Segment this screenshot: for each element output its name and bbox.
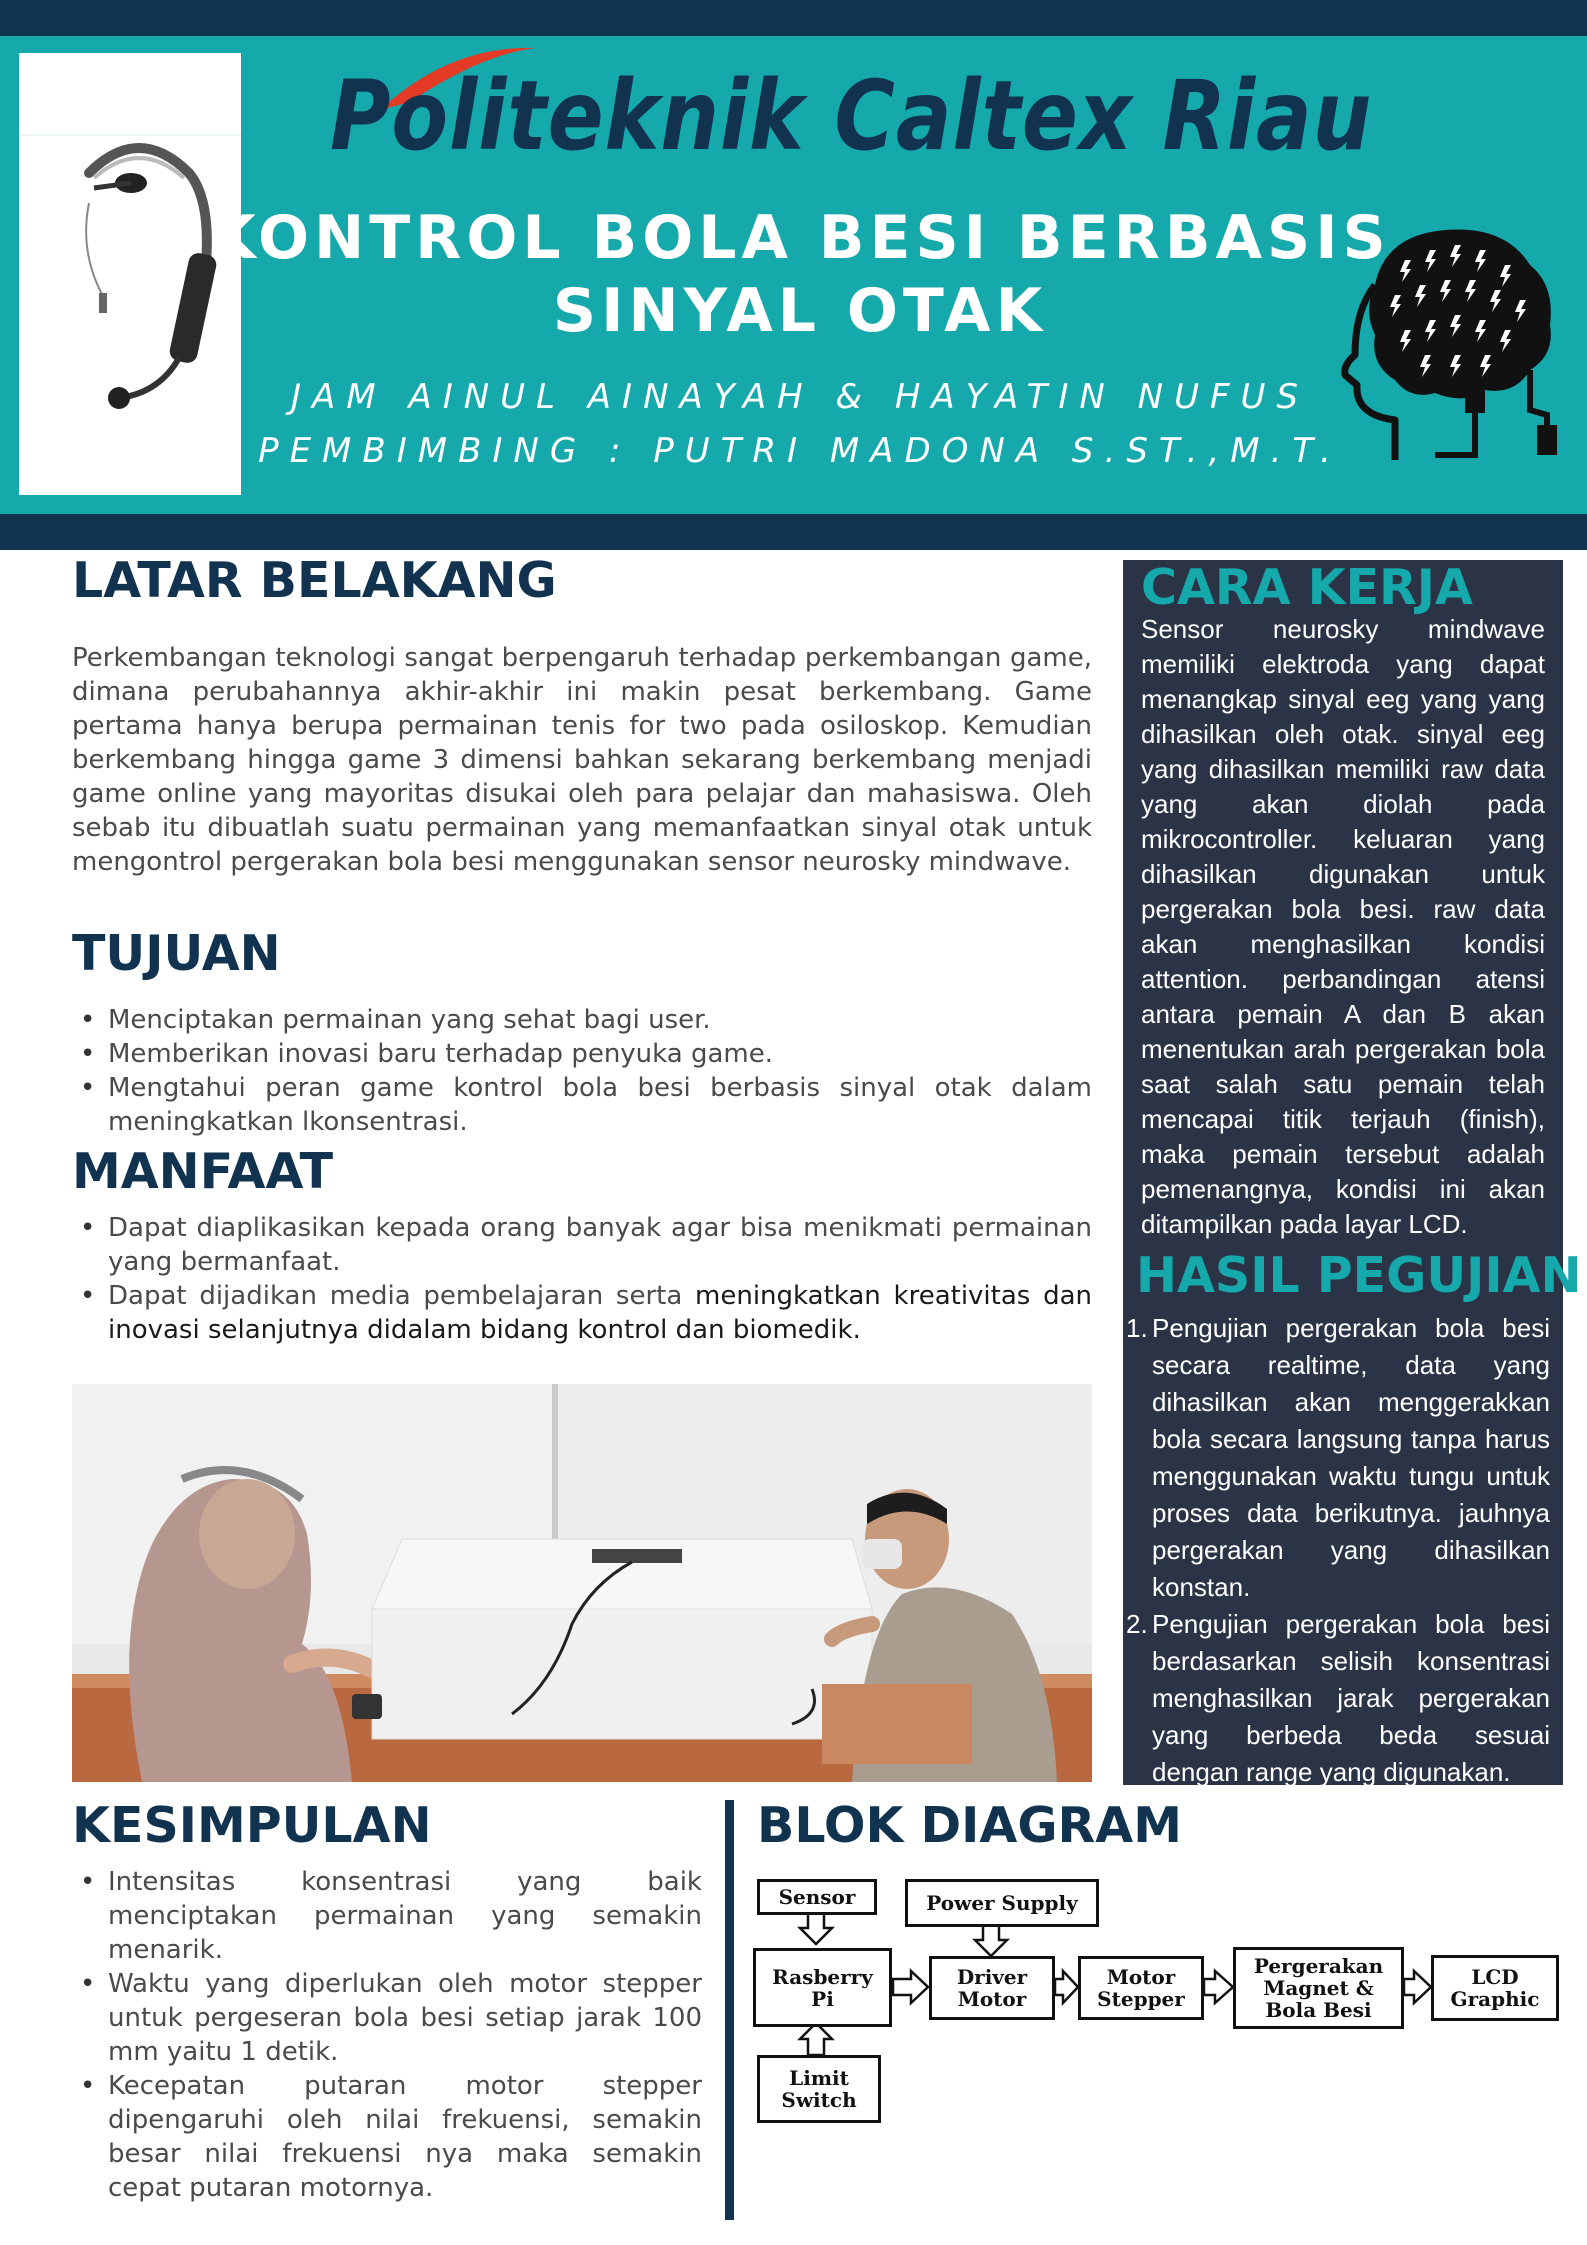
- demo-photo: [72, 1384, 1092, 1782]
- list-text: Pengujian pergerakan bola besi berdasarkan selisih konsentrasi menghasilkan jarak pergerakan yang berbeda beda sesuai dengan range yang digunakan.: [1152, 1609, 1550, 1787]
- list-text: Pengujian pergerakan bola besi secara realtime, data yang dihasilkan akan menggerakkan bola secara langsung tanpa harus menggunakan waktu tungu untuk proses data berikutnya. jauhnya pergerakan yang dihasilkan konstan.: [1152, 1313, 1550, 1602]
- diagram-box-driver-motor: [929, 1956, 1055, 2020]
- list-item: • Waktu yang diperlukan oleh motor stepper untuk pergeseran bola besi setiap jarak 100 mm yaitu 1 detik.: [72, 1967, 702, 2069]
- poster-title-line2: SINYAL OTAK: [552, 276, 1048, 346]
- list-item: • Menciptakan permainan yang sehat bagi user.: [72, 1003, 1092, 1037]
- diagram-label: Limit: [789, 2066, 849, 2090]
- diagram-label: Motor: [957, 1987, 1027, 2011]
- tujuan-list: [72, 1003, 1092, 1139]
- section-divider: [725, 1800, 734, 2220]
- diagram-box-motor-stepper: [1078, 1956, 1204, 2020]
- heading-tujuan: TUJUAN: [72, 925, 281, 982]
- list-item: • Kecepatan putaran motor stepper dipengaruhi oleh nilai frekuensi, semakin besar nilai frekuensi nya maka semakin cepat putaran motornya.: [72, 2069, 702, 2205]
- diagram-box-limit-switch: [757, 2055, 881, 2123]
- diagram-label: LCD: [1471, 1965, 1519, 1989]
- cara-kerja-text: Sensor neurosky mindwave memiliki elektroda yang dapat menangkap sinyal eeg yang yang dihasilkan oleh otak. sinyal eeg yang dihasilkan memiliki raw data yang akan diolah pada mikrocontroller. keluaran yang dihasilkan digunakan untuk pergerakan bola besi. raw data akan menghasilkan kondisi attention. perbandingan atensi antara pemain A dan B akan menentukan arah pergerakan bola saat salah satu pemain telah mencapai titik terjauh (finish), maka pemain tersebut adalah pemenangnya, kondisi ini akan ditampilkan pada layar LCD.: [1141, 614, 1545, 1239]
- diagram-label: Pi: [811, 1986, 834, 2011]
- diagram-label: Sensor: [778, 1885, 856, 1909]
- heading-latar-belakang: LATAR BELAKANG: [72, 552, 557, 609]
- hasil-list: [1126, 1310, 1550, 1791]
- latar-belakang-text: Perkembangan teknologi sangat berpengaruh terhadap perkembangan game, dimana perubahannya akhir-akhir ini makin pesat berkembang. Game pertama hanya berupa permainan tenis for two pada osiloskop. Kemudian berkembang hingga game 3 dimensi bahkan sekarang berkembang menjadi game online yang mayoritas disukai oleh para pelajar dan mahasiswa. Oleh sebab itu dibuatlah suatu permainan yang memanfaatkan sinyal otak untuk mengontrol pergerakan bola besi menggunakan sensor neurosky mindwave.: [72, 643, 1092, 877]
- diagram-box-sensor: [757, 1879, 877, 1915]
- heading-hasil-pengujian: HASIL PEGUJIAN: [1136, 1247, 1582, 1304]
- diagram-box-pergerakan-magnet: [1233, 1947, 1404, 2029]
- list-number: 2.: [1126, 1609, 1148, 1639]
- heading-blok-diagram: BLOK DIAGRAM: [757, 1797, 1182, 1854]
- diagram-label: Pergerakan: [1253, 1954, 1384, 1978]
- list-number: 1.: [1126, 1313, 1148, 1343]
- manfaat-item2-part-b: meningkatkan kreativitas dan inovasi selanjutnya didalam bidang kontrol dan biomedik.: [108, 1281, 1092, 1345]
- headset-icon: [19, 53, 241, 495]
- heading-kesimpulan: KESIMPULAN: [72, 1797, 432, 1854]
- diagram-box-raspberry-pi: [753, 1948, 892, 2027]
- list-item: • Dapat diaplikasikan kepada orang banyak agar bisa menikmati permainan yang bermanfaat.: [72, 1211, 1092, 1279]
- header-bottom-bar: [0, 514, 1587, 550]
- header-top-bar: [0, 0, 1587, 36]
- diagram-box-lcd-graphic: [1431, 1955, 1559, 2021]
- demo-photo-image: [72, 1384, 1092, 1782]
- manfaat-item2-part-a: Dapat dijadikan media pembelajaran serta: [108, 1281, 696, 1311]
- headset-photo: [19, 53, 241, 495]
- poster-title-line1: KONTROL BOLA BESI BERBASIS: [209, 203, 1391, 273]
- diagram-label: Rasberry: [772, 1964, 873, 1989]
- diagram-label: Switch: [781, 2088, 857, 2112]
- list-item: [72, 1279, 1092, 1347]
- heading-cara-kerja: CARA KERJA: [1141, 559, 1473, 616]
- list-item: • Memberikan inovasi baru terhadap penyuka game.: [72, 1037, 1092, 1071]
- advisor-line: PEMBIMBING : PUTRI MADONA S.ST.,M.T.: [258, 431, 1342, 471]
- diagram-label: Bola Besi: [1265, 1998, 1372, 2022]
- manfaat-list: [72, 1211, 1092, 1347]
- kesimpulan-list: [72, 1865, 702, 2205]
- diagram-label: Power Supply: [926, 1891, 1078, 1915]
- diagram-label: Motor: [1106, 1965, 1176, 1989]
- list-item: • Intensitas konsentrasi yang baik menciptakan permainan yang semakin menarik.: [72, 1865, 702, 1967]
- list-item: [1126, 1310, 1550, 1606]
- list-item: • Mengtahui peran game kontrol bola besi berbasis sinyal otak dalam meningkatkan lkonsentrasi.: [72, 1071, 1092, 1139]
- institution-logo-text: Politeknik Caltex Riau: [330, 60, 1373, 172]
- diagram-box-power-supply: [905, 1879, 1099, 1927]
- diagram-label: Graphic: [1450, 1987, 1540, 2011]
- authors-line: JAM AINUL AINAYAH & HAYATIN NUFUS: [291, 377, 1309, 417]
- brain-head-icon: [1325, 215, 1565, 475]
- diagram-label: Magnet &: [1263, 1976, 1374, 2000]
- heading-manfaat: MANFAAT: [72, 1143, 334, 1200]
- diagram-label: Driver: [956, 1965, 1028, 1989]
- diagram-label: Stepper: [1097, 1987, 1185, 2011]
- list-item: [1126, 1606, 1550, 1791]
